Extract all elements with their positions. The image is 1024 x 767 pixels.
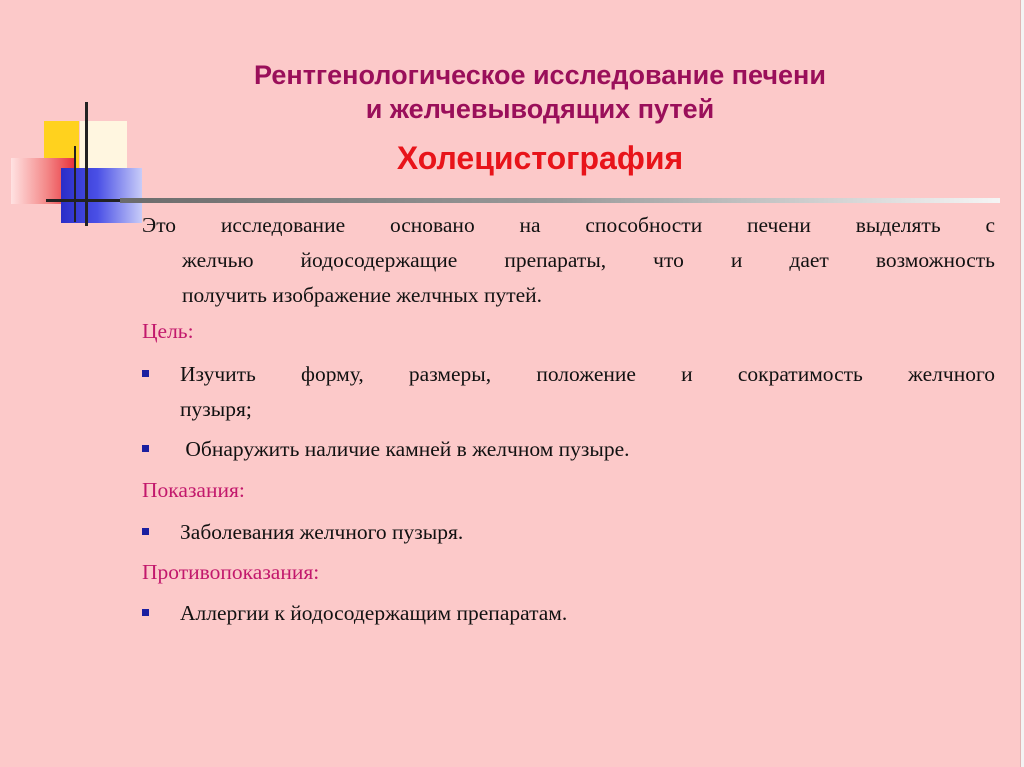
list-item-text: Изучить форму, размеры, положение и сократимость желчного	[180, 362, 995, 386]
title-divider	[120, 198, 1000, 203]
slide-subtitle: Холецистография	[396, 140, 684, 176]
list-item-text: пузыря;	[180, 397, 252, 421]
bullet-icon	[142, 370, 149, 377]
intro-line: Это исследование основано на способности печени выделять с	[142, 213, 995, 237]
list-item-text: Аллергии к йодосодержащим препаратам.	[180, 601, 568, 625]
slide-title-line-2: и желчевыводящих путей	[365, 94, 715, 124]
contraindications-label: Противопоказания:	[142, 560, 320, 584]
decorative-vertical-line	[85, 102, 88, 226]
intro-paragraph	[142, 208, 995, 313]
decorative-vertical-line-short	[74, 146, 76, 222]
bullet-icon	[142, 609, 149, 616]
list-item-text: Заболевания желчного пузыря.	[180, 520, 464, 544]
list-item	[142, 515, 995, 550]
list-item	[142, 357, 995, 427]
bullet-icon	[142, 445, 149, 452]
intro-line: получить изображение желчных путей.	[182, 283, 543, 307]
slide-title-line-1: Рентгенологическое исследование печени	[254, 60, 826, 90]
list-item-text: Обнаружить наличие камней в желчном пузыре.	[180, 437, 630, 461]
bullet-icon	[142, 528, 149, 535]
list-item	[142, 596, 995, 631]
list-item	[142, 432, 995, 467]
indications-label: Показания:	[142, 478, 245, 502]
intro-line: желчью йодосодержащие препараты, что и дает возможность	[182, 248, 995, 272]
goal-label: Цель:	[142, 319, 194, 343]
